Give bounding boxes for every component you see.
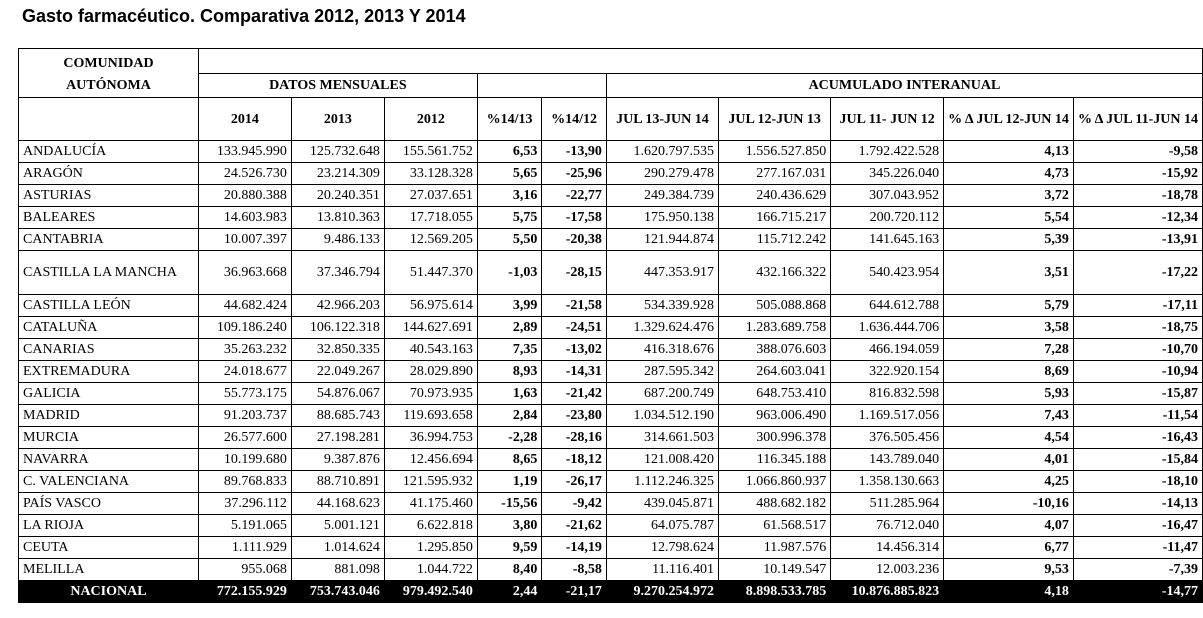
table-cell: 109.186.240 [198, 317, 291, 339]
table-cell: -28,16 [542, 427, 607, 449]
table-cell: 61.568.517 [719, 515, 831, 537]
table-row [19, 295, 1203, 317]
table-cell: -21,17 [542, 581, 607, 603]
table-cell: -1,03 [477, 251, 542, 295]
table-cell: 11.987.576 [719, 537, 831, 559]
table-cell: 1.556.527.850 [719, 141, 831, 163]
region-name: EXTREMADURA [19, 361, 199, 383]
table-cell: 1.636.444.706 [831, 317, 944, 339]
table-cell: 10.876.885.823 [831, 581, 944, 603]
col-header: 2014 [198, 98, 291, 141]
table-cell: 4,25 [944, 471, 1074, 493]
table-cell: 133.945.990 [198, 141, 291, 163]
table-cell: 88.685.743 [291, 405, 384, 427]
table-cell: 24.018.677 [198, 361, 291, 383]
table-cell: 5,39 [944, 229, 1074, 251]
table-cell: 4,01 [944, 449, 1074, 471]
table-cell: 4,54 [944, 427, 1074, 449]
table-cell: 55.773.175 [198, 383, 291, 405]
table-cell: -2,28 [477, 427, 542, 449]
table-cell: 1.169.517.056 [831, 405, 944, 427]
table-cell: -28,15 [542, 251, 607, 295]
table-cell: 54.876.067 [291, 383, 384, 405]
table-cell: -13,02 [542, 339, 607, 361]
table-cell: 22.049.267 [291, 361, 384, 383]
table-cell: -16,47 [1073, 515, 1202, 537]
table-cell: -14,19 [542, 537, 607, 559]
table-cell: 314.661.503 [606, 427, 718, 449]
table-cell: 3,99 [477, 295, 542, 317]
header-acumulado: ACUMULADO INTERANUAL [606, 73, 1202, 98]
table-cell: 2,44 [477, 581, 542, 603]
table-cell: 8.898.533.785 [719, 581, 831, 603]
header-blank [198, 49, 1202, 74]
table-cell: 14.603.983 [198, 207, 291, 229]
table-cell: -10,70 [1073, 339, 1202, 361]
table-cell: -18,78 [1073, 185, 1202, 207]
table-cell: -21,42 [542, 383, 607, 405]
page-title: Gasto farmacéutico. Comparativa 2012, 2013 Y 2014 [22, 6, 466, 26]
col-header: 2012 [384, 98, 477, 141]
region-name: MURCIA [19, 427, 199, 449]
table-cell: 7,35 [477, 339, 542, 361]
table-cell: 12.003.236 [831, 559, 944, 581]
table-cell: 20.880.388 [198, 185, 291, 207]
table-cell: 1.620.797.535 [606, 141, 718, 163]
header-comunidad: COMUNIDAD AUTÓNOMA [19, 49, 199, 98]
table-row [19, 339, 1203, 361]
table-cell: -15,56 [477, 493, 542, 515]
table-cell: 121.008.420 [606, 449, 718, 471]
table-cell: 27.198.281 [291, 427, 384, 449]
table-cell: -11,47 [1073, 537, 1202, 559]
col-header: % Δ JUL 12-JUN 14 [944, 98, 1074, 141]
table-cell: 70.973.935 [384, 383, 477, 405]
table-cell: -21,62 [542, 515, 607, 537]
table-cell: 534.339.928 [606, 295, 718, 317]
table-cell: 388.076.603 [719, 339, 831, 361]
table-cell: 144.627.691 [384, 317, 477, 339]
table-cell: -11,54 [1073, 405, 1202, 427]
table-cell: -9,42 [542, 493, 607, 515]
table-cell: 51.447.370 [384, 251, 477, 295]
table-row [19, 493, 1203, 515]
header-empty-pct [477, 73, 606, 98]
region-name: NACIONAL [19, 581, 199, 603]
table-cell: -17,22 [1073, 251, 1202, 295]
region-name: GALICIA [19, 383, 199, 405]
table-cell: 37.346.794 [291, 251, 384, 295]
region-name: MELILLA [19, 559, 199, 581]
table-cell: 1.792.422.528 [831, 141, 944, 163]
table-body [19, 141, 1203, 603]
table-cell: 4,13 [944, 141, 1074, 163]
table-cell: 345.226.040 [831, 163, 944, 185]
table-cell: 35.263.232 [198, 339, 291, 361]
table-cell: 376.505.456 [831, 427, 944, 449]
table-cell: -18,12 [542, 449, 607, 471]
table-cell: -17,11 [1073, 295, 1202, 317]
table-cell: 4,18 [944, 581, 1074, 603]
table-cell: 32.850.335 [291, 339, 384, 361]
table-cell: -26,17 [542, 471, 607, 493]
table-row [19, 361, 1203, 383]
col-header: 2013 [291, 98, 384, 141]
table-cell: 9.387.876 [291, 449, 384, 471]
table-cell: 13.810.363 [291, 207, 384, 229]
table-cell: 9.486.133 [291, 229, 384, 251]
table-cell: -17,58 [542, 207, 607, 229]
table-cell: 155.561.752 [384, 141, 477, 163]
table-cell: -13,91 [1073, 229, 1202, 251]
table-cell: 5,50 [477, 229, 542, 251]
table-cell: 115.712.242 [719, 229, 831, 251]
table-cell: 1.014.624 [291, 537, 384, 559]
table-cell: 3,51 [944, 251, 1074, 295]
table-cell: 8,65 [477, 449, 542, 471]
table-row [19, 207, 1203, 229]
table-cell: 5,54 [944, 207, 1074, 229]
table-cell: 119.693.658 [384, 405, 477, 427]
table-cell: 26.577.600 [198, 427, 291, 449]
table-row [19, 515, 1203, 537]
table-cell: 44.682.424 [198, 295, 291, 317]
table-cell: 955.068 [198, 559, 291, 581]
table-row [19, 163, 1203, 185]
region-name: BALEARES [19, 207, 199, 229]
table-cell: 44.168.623 [291, 493, 384, 515]
table-cell: -18,10 [1073, 471, 1202, 493]
table-cell: 64.075.787 [606, 515, 718, 537]
table-cell: 40.543.163 [384, 339, 477, 361]
table-cell: -7,39 [1073, 559, 1202, 581]
table-cell: 644.612.788 [831, 295, 944, 317]
table-cell: 432.166.322 [719, 251, 831, 295]
table-cell: 36.963.668 [198, 251, 291, 295]
table-cell: -15,92 [1073, 163, 1202, 185]
col-header: JUL 12-JUN 13 [719, 98, 831, 141]
table-row [19, 229, 1203, 251]
header-datos-mensuales: DATOS MENSUALES [198, 73, 477, 98]
table-cell: 9,53 [944, 559, 1074, 581]
table-cell: 816.832.598 [831, 383, 944, 405]
table-cell: 307.043.952 [831, 185, 944, 207]
col-header: JUL 11- JUN 12 [831, 98, 944, 141]
table-cell: 322.920.154 [831, 361, 944, 383]
region-name: ASTURIAS [19, 185, 199, 207]
region-name: CATALUÑA [19, 317, 199, 339]
table-cell: 772.155.929 [198, 581, 291, 603]
table-cell: -14,31 [542, 361, 607, 383]
table-cell: 6,53 [477, 141, 542, 163]
table-cell: 17.718.055 [384, 207, 477, 229]
table-cell: 687.200.749 [606, 383, 718, 405]
table-row [19, 185, 1203, 207]
table-cell: 12.456.694 [384, 449, 477, 471]
table-row [19, 449, 1203, 471]
table-cell: 10.199.680 [198, 449, 291, 471]
table-cell: 9,59 [477, 537, 542, 559]
table-cell: 1.044.722 [384, 559, 477, 581]
table-cell: 447.353.917 [606, 251, 718, 295]
table-cell: 881.098 [291, 559, 384, 581]
table-cell: 175.950.138 [606, 207, 718, 229]
table-cell: 1.283.689.758 [719, 317, 831, 339]
table-cell: -15,84 [1073, 449, 1202, 471]
table-cell: 1.034.512.190 [606, 405, 718, 427]
table-cell: 5,75 [477, 207, 542, 229]
table-cell: -13,90 [542, 141, 607, 163]
table-cell: 141.645.163 [831, 229, 944, 251]
header-empty-name [19, 98, 199, 141]
table-cell: 125.732.648 [291, 141, 384, 163]
table-cell: 240.436.629 [719, 185, 831, 207]
table-cell: 287.595.342 [606, 361, 718, 383]
table-cell: 121.944.874 [606, 229, 718, 251]
table-cell: 3,16 [477, 185, 542, 207]
table-cell: 9.270.254.972 [606, 581, 718, 603]
table-cell: 89.768.833 [198, 471, 291, 493]
col-header: % Δ JUL 11-JUN 14 [1073, 98, 1202, 141]
region-name: CANARIAS [19, 339, 199, 361]
table-cell: 8,93 [477, 361, 542, 383]
table-cell: 416.318.676 [606, 339, 718, 361]
table-cell: 505.088.868 [719, 295, 831, 317]
region-name: ANDALUCÍA [19, 141, 199, 163]
table-cell: 511.285.964 [831, 493, 944, 515]
table-cell: 540.423.954 [831, 251, 944, 295]
table-cell: 11.116.401 [606, 559, 718, 581]
table-row [19, 537, 1203, 559]
table-cell: 121.595.932 [384, 471, 477, 493]
table-cell: 1.295.850 [384, 537, 477, 559]
region-name: LA RIOJA [19, 515, 199, 537]
table-cell: 4,07 [944, 515, 1074, 537]
table-cell: 27.037.651 [384, 185, 477, 207]
table-cell: 106.122.318 [291, 317, 384, 339]
table-cell: 4,73 [944, 163, 1074, 185]
table-cell: -23,80 [542, 405, 607, 427]
table-cell: 5,79 [944, 295, 1074, 317]
table-cell: 12.569.205 [384, 229, 477, 251]
table-cell: 5.191.065 [198, 515, 291, 537]
region-name: CASTILLA LA MANCHA [19, 251, 199, 295]
table-row [19, 559, 1203, 581]
table-cell: 200.720.112 [831, 207, 944, 229]
total-row [19, 581, 1203, 603]
table-cell: 56.975.614 [384, 295, 477, 317]
table-cell: 249.384.739 [606, 185, 718, 207]
table-cell: -15,87 [1073, 383, 1202, 405]
table-row [19, 383, 1203, 405]
table-cell: -18,75 [1073, 317, 1202, 339]
region-name: CANTABRIA [19, 229, 199, 251]
table-cell: 979.492.540 [384, 581, 477, 603]
region-name: C. VALENCIANA [19, 471, 199, 493]
table-cell: 41.175.460 [384, 493, 477, 515]
table-cell: -12,34 [1073, 207, 1202, 229]
table-cell: -10,94 [1073, 361, 1202, 383]
table-cell: 2,84 [477, 405, 542, 427]
col-header: JUL 13-JUN 14 [606, 98, 718, 141]
table-row [19, 251, 1203, 295]
table-cell: 5,93 [944, 383, 1074, 405]
table-cell: 1.066.860.937 [719, 471, 831, 493]
table-cell: 466.194.059 [831, 339, 944, 361]
table-cell: 1,19 [477, 471, 542, 493]
region-name: MADRID [19, 405, 199, 427]
table-cell: 488.682.182 [719, 493, 831, 515]
table-cell: 439.045.871 [606, 493, 718, 515]
region-name: CEUTA [19, 537, 199, 559]
table-cell: 1,63 [477, 383, 542, 405]
table-cell: 6,77 [944, 537, 1074, 559]
table-cell: 33.128.328 [384, 163, 477, 185]
table-cell: 12.798.624 [606, 537, 718, 559]
region-name: PAÍS VASCO [19, 493, 199, 515]
table-cell: 23.214.309 [291, 163, 384, 185]
table-cell: 3,58 [944, 317, 1074, 339]
table-cell: 42.966.203 [291, 295, 384, 317]
table-cell: 76.712.040 [831, 515, 944, 537]
table-cell: 290.279.478 [606, 163, 718, 185]
table-cell: -14,77 [1073, 581, 1202, 603]
table-row [19, 427, 1203, 449]
table-cell: -24,51 [542, 317, 607, 339]
table-cell: 36.994.753 [384, 427, 477, 449]
table-cell: 3,72 [944, 185, 1074, 207]
table-cell: -22,77 [542, 185, 607, 207]
table-cell: 1.358.130.663 [831, 471, 944, 493]
table-row [19, 405, 1203, 427]
table-cell: -9,58 [1073, 141, 1202, 163]
table-cell: 963.006.490 [719, 405, 831, 427]
table-cell: 264.603.041 [719, 361, 831, 383]
table-cell: 7,28 [944, 339, 1074, 361]
table-cell: 24.526.730 [198, 163, 291, 185]
table-cell: -16,43 [1073, 427, 1202, 449]
table-cell: 5,65 [477, 163, 542, 185]
col-header: %14/12 [542, 98, 607, 141]
table-row [19, 317, 1203, 339]
table-cell: 7,43 [944, 405, 1074, 427]
table-cell: 8,40 [477, 559, 542, 581]
pharma-spending-table [18, 48, 1203, 603]
table-cell: 1.112.246.325 [606, 471, 718, 493]
table-cell: 753.743.046 [291, 581, 384, 603]
table-cell: -8,58 [542, 559, 607, 581]
table-cell: 88.710.891 [291, 471, 384, 493]
table-cell: 116.345.188 [719, 449, 831, 471]
table-cell: 300.996.378 [719, 427, 831, 449]
table-cell: 277.167.031 [719, 163, 831, 185]
table-cell: 166.715.217 [719, 207, 831, 229]
region-name: NAVARRA [19, 449, 199, 471]
table-cell: 28.029.890 [384, 361, 477, 383]
table-cell: 648.753.410 [719, 383, 831, 405]
table-row [19, 471, 1203, 493]
table-cell: -14,13 [1073, 493, 1202, 515]
table-cell: 1.329.624.476 [606, 317, 718, 339]
table-cell: -20,38 [542, 229, 607, 251]
table-cell: 2,89 [477, 317, 542, 339]
table-cell: 6.622.818 [384, 515, 477, 537]
table-cell: 1.111.929 [198, 537, 291, 559]
table-cell: 8,69 [944, 361, 1074, 383]
region-name: ARAGÓN [19, 163, 199, 185]
table-cell: 10.149.547 [719, 559, 831, 581]
table-cell: -21,58 [542, 295, 607, 317]
table-cell: -25,96 [542, 163, 607, 185]
table-row [19, 141, 1203, 163]
table-cell: 37.296.112 [198, 493, 291, 515]
table-cell: 5.001.121 [291, 515, 384, 537]
region-name: CASTILLA LEÓN [19, 295, 199, 317]
table-cell: -10,16 [944, 493, 1074, 515]
table-cell: 3,80 [477, 515, 542, 537]
table-cell: 14.456.314 [831, 537, 944, 559]
table-cell: 143.789.040 [831, 449, 944, 471]
table-cell: 91.203.737 [198, 405, 291, 427]
table-cell: 20.240.351 [291, 185, 384, 207]
col-header: %14/13 [477, 98, 542, 141]
table-cell: 10.007.397 [198, 229, 291, 251]
